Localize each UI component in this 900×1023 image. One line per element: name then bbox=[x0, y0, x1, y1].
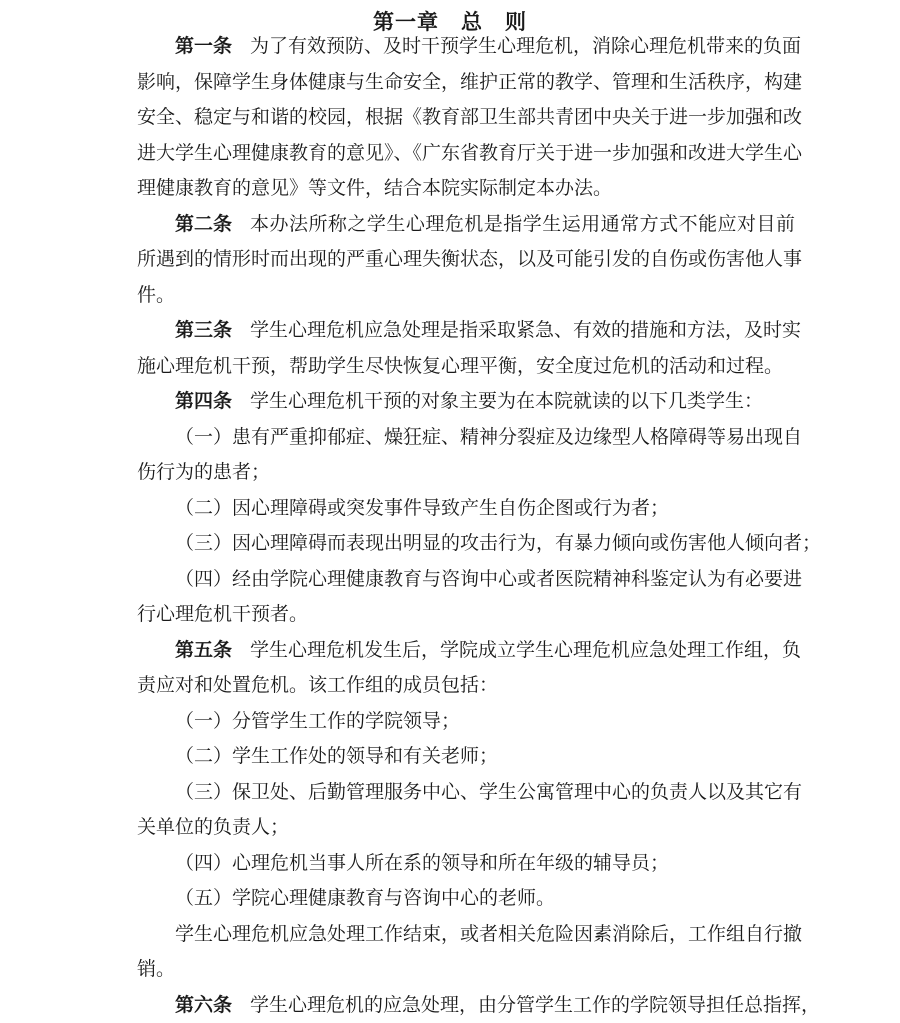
line-text: （二）学生工作处的领导和有关老师； bbox=[175, 745, 498, 767]
line-text: 伤行为的患者； bbox=[137, 461, 270, 483]
line-text: （四）经由学院心理健康教育与咨询中心或者医院精神科鉴定认为有必要进 bbox=[175, 568, 802, 590]
chapter-title: 第一章 总 则 bbox=[0, 6, 900, 36]
paragraph-line bbox=[137, 917, 795, 953]
paragraph-line bbox=[137, 491, 795, 527]
paragraph-line bbox=[137, 207, 795, 243]
line-text: （一）患有严重抑郁症、燥狂症、精神分裂症及边缘型人格障碍等易出现自 bbox=[175, 426, 802, 448]
paragraph-line bbox=[137, 846, 795, 882]
article-label: 第六条 bbox=[175, 994, 232, 1016]
paragraph-line bbox=[137, 988, 795, 1023]
line-text: 所遇到的情形时而出现的严重心理失衡状态，以及可能引发的自伤或伤害他人事 bbox=[137, 248, 802, 270]
paragraph-line bbox=[137, 313, 795, 349]
line-text: 学生心理危机干预的对象主要为在本院就读的以下几类学生： bbox=[250, 390, 763, 412]
article-label: 第五条 bbox=[175, 633, 232, 669]
line-text: 关单位的负责人； bbox=[137, 816, 289, 838]
paragraph-line bbox=[137, 810, 795, 846]
paragraph-line bbox=[137, 633, 795, 669]
paragraph-line bbox=[137, 597, 795, 633]
article-label: 第一条 bbox=[175, 29, 232, 65]
line-text: 责应对和处置危机。该工作组的成员包括： bbox=[137, 674, 498, 696]
paragraph-line bbox=[137, 100, 795, 136]
paragraph-line bbox=[137, 278, 795, 314]
line-text: 安全、稳定与和谐的校园，根据《教育部卫生部共青团中央关于进一步加强和改 bbox=[137, 106, 802, 128]
line-text: 进大学生心理健康教育的意见》、《广东省教育厅关于进一步加强和改进大学生心 bbox=[137, 142, 802, 164]
line-text: （四）心理危机当事人所在系的领导和所在年级的辅导员； bbox=[175, 852, 669, 874]
line-text: 学生心理危机应急处理工作结束，或者相关危险因素消除后，工作组自行撤 bbox=[175, 923, 802, 945]
paragraph-line bbox=[137, 136, 795, 172]
paragraph-line bbox=[137, 526, 795, 562]
line-text: （三）保卫处、后勤管理服务中心、学生公寓管理中心的负责人以及其它有 bbox=[175, 781, 802, 803]
paragraph-line bbox=[137, 242, 795, 278]
paragraph-line bbox=[137, 739, 795, 775]
line-text: 学生心理危机发生后，学院成立学生心理危机应急处理工作组，负 bbox=[250, 633, 801, 669]
line-text: 影响，保障学生身体健康与生命安全，维护正常的教学、管理和生活秩序，构建 bbox=[137, 71, 802, 93]
line-text: （三）因心理障碍而表现出明显的攻击行为，有暴力倾向或伤害他人倾向者； bbox=[175, 532, 821, 554]
paragraph-line bbox=[137, 29, 795, 65]
paragraph-line bbox=[137, 455, 795, 491]
article-label: 第三条 bbox=[175, 313, 232, 349]
line-text: 件。 bbox=[137, 284, 175, 306]
paragraph-line bbox=[137, 420, 795, 456]
line-text: （五）学院心理健康教育与咨询中心的老师。 bbox=[175, 887, 555, 909]
paragraph-line bbox=[137, 171, 795, 207]
paragraph-line bbox=[137, 65, 795, 101]
line-text: （一）分管学生工作的学院领导； bbox=[175, 710, 460, 732]
paragraph-line bbox=[137, 881, 795, 917]
line-text: 行心理危机干预者。 bbox=[137, 603, 308, 625]
paragraph-line bbox=[137, 384, 795, 420]
paragraph-line bbox=[137, 704, 795, 740]
line-text: （二）因心理障碍或突发事件导致产生自伤企图或行为者； bbox=[175, 497, 669, 519]
paragraph-line bbox=[137, 952, 795, 988]
line-text: 本办法所称之学生心理危机是指学生运用通常方式不能应对目前 bbox=[250, 207, 795, 243]
article-label: 第四条 bbox=[175, 390, 232, 412]
paragraph-line bbox=[137, 668, 795, 704]
line-text: 销。 bbox=[137, 958, 175, 980]
line-text: 为了有效预防、及时干预学生心理危机，消除心理危机带来的负面 bbox=[250, 29, 801, 65]
paragraph-line bbox=[137, 775, 795, 811]
line-text: 理健康教育的意见》等文件，结合本院实际制定本办法。 bbox=[137, 177, 612, 199]
paragraph-line bbox=[137, 562, 795, 598]
article-label: 第二条 bbox=[175, 207, 232, 243]
line-text: 学生心理危机应急处理是指采取紧急、有效的措施和方法，及时实 bbox=[250, 313, 801, 349]
paragraph-line bbox=[137, 349, 795, 385]
line-text: 学生心理危机的应急处理，由分管学生工作的学院领导担任总指挥， bbox=[250, 994, 820, 1016]
document-body bbox=[137, 29, 795, 1023]
line-text: 施心理危机干预，帮助学生尽快恢复心理平衡，安全度过危机的活动和过程。 bbox=[137, 355, 783, 377]
